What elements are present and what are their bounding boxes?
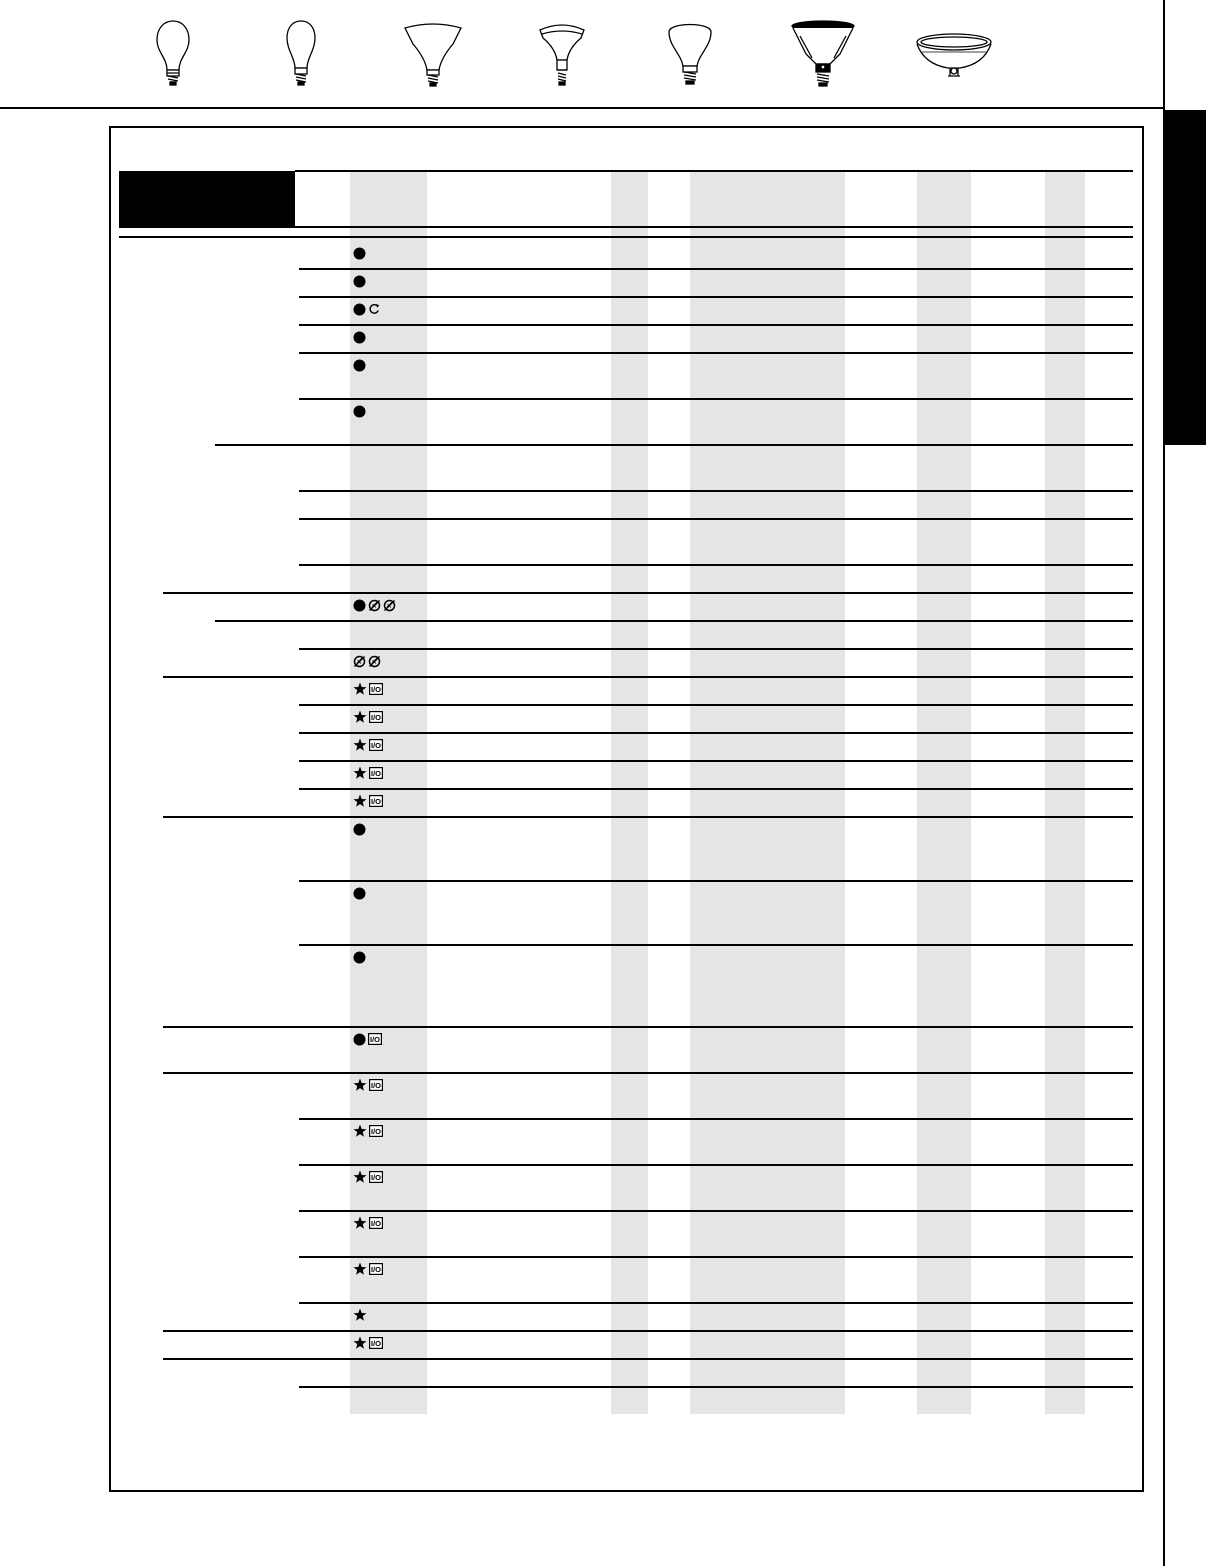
io-box-icon <box>369 1171 383 1183</box>
io-box-icon <box>369 1079 383 1091</box>
header-bottom-rule <box>0 107 1164 109</box>
star-icon <box>353 766 367 780</box>
row-separator <box>299 1210 1133 1212</box>
filled-circle-icon <box>353 823 366 836</box>
table-row-icons <box>353 682 383 696</box>
filled-circle-icon <box>353 275 366 288</box>
row-separator <box>299 1302 1133 1304</box>
svg-text:I/O: I/O <box>370 769 382 778</box>
header-top-rule <box>295 170 1133 172</box>
svg-text:I/O: I/O <box>370 1219 382 1228</box>
row-separator <box>299 268 1133 270</box>
table-row-icons <box>353 794 383 808</box>
svg-text:I/O: I/O <box>370 1265 382 1274</box>
io-box-icon <box>369 1217 383 1229</box>
table-row-icons <box>353 358 366 372</box>
table-row-icons <box>353 738 383 752</box>
star-icon <box>353 1124 367 1138</box>
row-separator <box>299 760 1133 762</box>
io-box-icon <box>369 1263 383 1275</box>
filled-circle-icon <box>353 599 366 612</box>
star-icon <box>353 710 367 724</box>
row-separator <box>299 1386 1133 1388</box>
svg-text:I/O: I/O <box>370 1339 382 1348</box>
io-box-icon <box>369 767 383 779</box>
filled-circle-icon <box>353 331 366 344</box>
table-row-icons <box>353 766 383 780</box>
row-separator <box>299 1164 1133 1166</box>
svg-text:I/O: I/O <box>370 741 382 750</box>
table-row-icons <box>353 822 366 836</box>
star-icon <box>353 794 367 808</box>
row-separator <box>299 1256 1133 1258</box>
table-row-icons <box>353 654 381 668</box>
table-row-icons <box>353 710 383 724</box>
table-header-block <box>119 171 295 226</box>
table-row-icons <box>353 1308 367 1322</box>
row-separator <box>163 676 1133 678</box>
shaded-column <box>611 171 648 1414</box>
row-separator <box>299 324 1133 326</box>
br-reflector-bulb-medium-icon <box>665 18 715 88</box>
io-box-icon <box>368 1033 382 1045</box>
io-box-icon <box>369 739 383 751</box>
svg-text:I/O: I/O <box>370 713 382 722</box>
row-separator <box>163 816 1133 818</box>
star-icon <box>353 1308 367 1322</box>
row-separator <box>163 1330 1133 1332</box>
star-icon <box>353 682 367 696</box>
star-icon <box>353 738 367 752</box>
row-separator <box>299 732 1133 734</box>
io-box-icon <box>369 1337 383 1349</box>
row-separator <box>163 1358 1133 1360</box>
row-separator <box>299 352 1133 354</box>
svg-text:I/O: I/O <box>370 1173 382 1182</box>
no-dim-icon <box>368 655 381 668</box>
filled-circle-icon <box>353 247 366 260</box>
row-separator <box>299 490 1133 492</box>
svg-text:I/O: I/O <box>370 685 382 694</box>
table-row-icons <box>353 1078 383 1092</box>
io-box-icon <box>369 683 383 695</box>
io-box-icon <box>369 795 383 807</box>
table-row-icons <box>353 950 366 964</box>
no-dim-icon <box>353 655 366 668</box>
row-separator <box>299 880 1133 882</box>
filled-circle-icon <box>353 359 366 372</box>
row-separator <box>299 788 1133 790</box>
svg-text:I/O: I/O <box>370 1127 382 1136</box>
io-box-icon <box>369 1125 383 1137</box>
a-line-bulb-icon <box>153 18 193 88</box>
r-reflector-bulb-icon <box>537 18 587 88</box>
header-bottom-rule <box>119 236 1133 238</box>
table-row-icons <box>353 1216 383 1230</box>
row-separator <box>299 564 1133 566</box>
row-separator <box>215 620 1133 622</box>
table-row-icons <box>353 1262 383 1276</box>
row-separator <box>299 648 1133 650</box>
shaded-column <box>690 171 845 1414</box>
a-line-bulb-small-icon <box>281 18 321 88</box>
star-icon <box>353 1216 367 1230</box>
row-separator <box>299 704 1133 706</box>
row-separator <box>299 296 1133 298</box>
filled-circle-icon <box>353 951 366 964</box>
sealed-beam-par-lamp-icon <box>914 26 994 86</box>
table-row-icons <box>353 404 366 418</box>
row-separator <box>299 518 1133 520</box>
section-tab <box>1164 110 1206 445</box>
table-row-icons <box>353 1336 383 1350</box>
row-separator <box>163 592 1133 594</box>
no-dim-icon <box>383 599 396 612</box>
svg-text:I/O: I/O <box>369 1035 381 1044</box>
row-separator <box>299 398 1133 400</box>
header-bottom-rule <box>119 226 1133 228</box>
row-separator <box>163 1026 1133 1028</box>
table-row-icons <box>353 1032 382 1046</box>
table-row-icons <box>353 274 366 288</box>
star-icon <box>353 1170 367 1184</box>
svg-text:I/O: I/O <box>370 797 382 806</box>
table-row-icons <box>353 302 380 316</box>
star-icon <box>353 1262 367 1276</box>
filled-circle-icon <box>353 887 366 900</box>
row-separator <box>163 1072 1133 1074</box>
table-row-icons <box>353 246 366 260</box>
br-reflector-bulb-icon <box>403 18 463 88</box>
table-row-icons <box>353 1124 383 1138</box>
star-icon <box>353 1078 367 1092</box>
no-dim-icon <box>368 599 381 612</box>
row-separator <box>299 1118 1133 1120</box>
table-row-icons <box>353 330 366 344</box>
table-row-icons <box>353 1170 383 1184</box>
io-box-icon <box>369 711 383 723</box>
refresh-icon <box>368 303 380 315</box>
par-reflector-bulb-icon <box>790 18 856 90</box>
table-row-icons <box>353 886 366 900</box>
row-separator <box>215 444 1133 446</box>
row-separator <box>299 944 1133 946</box>
table-row-icons <box>353 598 396 612</box>
svg-text:I/O: I/O <box>370 1081 382 1090</box>
star-icon <box>353 1336 367 1350</box>
shaded-column <box>1045 171 1085 1414</box>
shaded-column <box>917 171 971 1414</box>
filled-circle-icon <box>353 303 366 316</box>
filled-circle-icon <box>353 1033 366 1046</box>
filled-circle-icon <box>353 405 366 418</box>
